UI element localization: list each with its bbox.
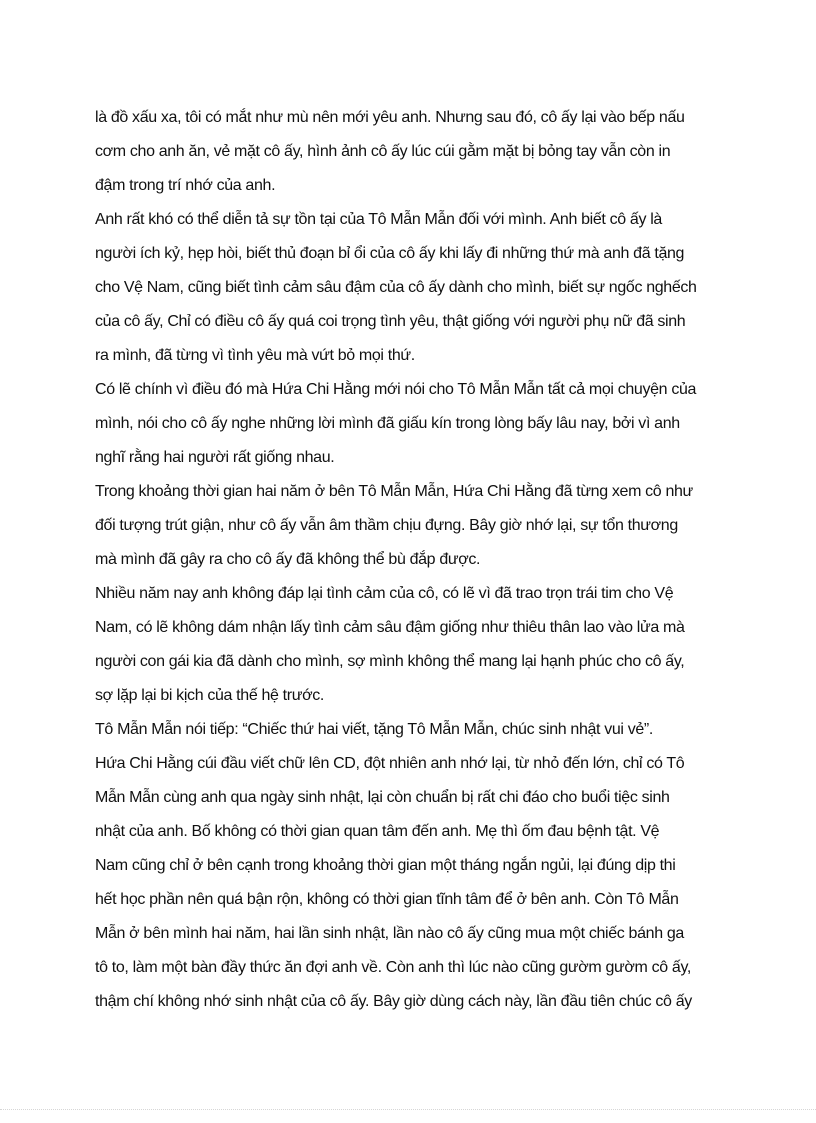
text-line: nghĩ rằng hai người rất giống nhau. <box>95 449 335 466</box>
text-line: Nam cũng chỉ ở bên cạnh trong khoảng thời gian một tháng ngắn ngủi, lại đúng dịp thi <box>95 857 676 874</box>
text-line: đối tượng trút giận, như cô ấy vẫn âm thầm chịu đựng. Bây giờ nhớ lại, sự tổn thương <box>95 517 678 534</box>
text-line: Mẫn Mẫn cùng anh qua ngày sinh nhật, lại còn chuẩn bị rất chi đáo cho buổi tiệc sinh <box>95 789 670 806</box>
text-line: Anh rất khó có thể diễn tả sự tồn tại của Tô Mẫn Mẫn đối với mình. Anh biết cô ấy là <box>95 211 662 228</box>
text-line: Mẫn ở bên mình hai năm, hai lần sinh nhật, lần nào cô ấy cũng mua một chiếc bánh ga <box>95 925 684 942</box>
text-line: là đồ xấu xa, tôi có mắt như mù nên mới yêu anh. Nhưng sau đó, cô ấy lại vào bếp nấu <box>95 109 685 126</box>
text-line: Nam, có lẽ không dám nhận lấy tình cảm sâu đậm giống như thiêu thân lao vào lửa mà <box>95 619 685 636</box>
text-line: hết học phần nên quá bận rộn, không có thời gian tĩnh tâm để ở bên anh. Còn Tô Mẫn <box>95 891 679 908</box>
text-line: Nhiều năm nay anh không đáp lại tình cảm của cô, có lẽ vì đã trao trọn trái tim cho Vệ <box>95 585 674 602</box>
text-line: Tô Mẫn Mẫn nói tiếp: “Chiếc thứ hai viết, tặng Tô Mẫn Mẫn, chúc sinh nhật vui vẻ”. <box>95 721 654 738</box>
text-line: mà mình đã gây ra cho cô ấy đã không thể bù đắp được. <box>95 551 481 568</box>
text-line: nhật của anh. Bố không có thời gian quan tâm đến anh. Mẹ thì ốm đau bệnh tật. Vệ <box>95 823 660 840</box>
body-text <box>95 101 721 1019</box>
text-line: sợ lặp lại bi kịch của thế hệ trước. <box>95 687 324 704</box>
text-line: thậm chí không nhớ sinh nhật của cô ấy. Bây giờ dùng cách này, lần đầu tiên chúc cô ấy <box>95 993 692 1010</box>
text-line: cho Vệ Nam, cũng biết tình cảm sâu đậm của cô ấy dành cho mình, biết sự ngốc nghếch <box>95 279 697 296</box>
text-line: người con gái kia đã dành cho mình, sợ mình không thể mang lại hạnh phúc cho cô ấy, <box>95 653 685 670</box>
text-line: của cô ấy, Chỉ có điều cô ấy quá coi trọng tình yêu, thật giống với người phụ nữ đã sinh <box>95 313 686 330</box>
text-line: người ích kỷ, hẹp hòi, biết thủ đoạn bỉ ổi của cô ấy khi lấy đi những thứ mà anh đã tặng <box>95 245 685 262</box>
text-line: Hứa Chi Hằng cúi đầu viết chữ lên CD, đột nhiên anh nhớ lại, từ nhỏ đến lớn, chỉ có Tô <box>95 755 685 772</box>
text-line: đậm trong trí nhớ của anh. <box>95 177 276 194</box>
text-line: tô to, làm một bàn đầy thức ăn đợi anh về. Còn anh thì lúc nào cũng gườm gườm cô ấy, <box>95 959 692 976</box>
text-line: ra mình, đã từng vì tình yêu mà vứt bỏ mọi thứ. <box>95 347 415 364</box>
text-line: mình, nói cho cô ấy nghe những lời mình đã giấu kín trong lòng bấy lâu nay, bởi vì anh <box>95 415 680 432</box>
text-line: Có lẽ chính vì điều đó mà Hứa Chi Hằng mới nói cho Tô Mẫn Mẫn tất cả mọi chuyện của <box>95 381 697 398</box>
text-line: cơm cho anh ăn, vẻ mặt cô ấy, hình ảnh cô ấy lúc cúi gằm mặt bị bỏng tay vẫn còn in <box>95 143 671 160</box>
text-line: Trong khoảng thời gian hai năm ở bên Tô Mẫn Mẫn, Hứa Chi Hằng đã từng xem cô như <box>95 483 693 500</box>
page-bottom-divider <box>0 1109 816 1110</box>
